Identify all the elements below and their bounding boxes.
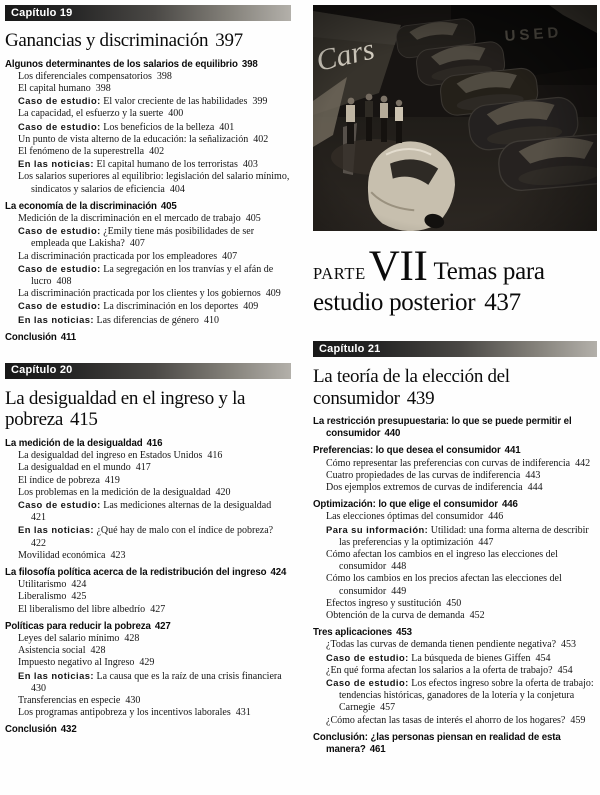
toc-item-page: 402 (149, 145, 165, 157)
toc-item: Impuesto negativo al Ingreso 429 (18, 657, 155, 669)
toc-item: Leyes del salario mínimo 428 (18, 633, 140, 645)
toc-item: Transferencias en especie 430 (18, 695, 141, 707)
toc-item-page: 422 (31, 537, 46, 549)
toc-item: La desigualdad en el mundo 417 (18, 462, 151, 474)
toc-item: Utilitarismo 424 (18, 579, 87, 591)
toc-item: Obtención de la curva de demanda 452 (326, 610, 485, 622)
section-heading-text: Tres aplicaciones (313, 627, 393, 639)
toc-item-prefix: Caso de estudio: (18, 95, 101, 107)
section-page-number: 440 (384, 428, 401, 440)
toc-item-prefix: Caso de estudio: (18, 262, 101, 274)
used-car-lot-illustration (313, 5, 597, 231)
toc-item-prefix: Caso de estudio: (18, 225, 101, 237)
chapter-title-page: 415 (70, 409, 98, 431)
toc-item: Las elecciones óptimas del consumidor 446 (326, 511, 504, 523)
toc-item-prefix: Caso de estudio: (18, 498, 101, 510)
toc-item: Los problemas en la medición de la desigualdad 420 (18, 486, 231, 498)
chapter-bar-label: Capítulo 21 (319, 342, 381, 355)
toc-item: ¿Cómo afectan las tasas de interés el ahorro de los hogares? 459 (326, 714, 586, 726)
toc-item-page: 446 (488, 511, 504, 523)
toc-item-page: 423 (110, 549, 126, 561)
chapter-block (5, 363, 291, 737)
section-heading (313, 732, 597, 756)
toc-item-page: 420 (215, 486, 231, 498)
section-page-number: 416 (146, 437, 163, 449)
section-heading-text: La filosofía política acerca de la redistribución del ingreso (5, 567, 267, 578)
toc-item-page: 459 (570, 714, 586, 726)
section-heading-text: Algunos determinantes de los salarios de equilibrio (5, 58, 238, 70)
toc-item-prefix: Caso de estudio: (326, 651, 409, 663)
toc-item-page: 454 (535, 652, 551, 664)
toc-item-page: 449 (391, 585, 407, 597)
toc-item-page: 443 (525, 469, 541, 481)
part-heading (313, 243, 595, 317)
toc-item-page: 430 (125, 695, 141, 707)
chapter-bar (5, 363, 291, 379)
toc-item-page: 447 (478, 536, 494, 548)
part-numeral: VII (368, 243, 428, 290)
section-heading-text: La economía de la discriminación (5, 200, 157, 212)
toc-item: La capacidad, el esfuerzo y la suerte 400 (18, 108, 184, 120)
section-heading-text: Preferencias: lo que desea el consumidor (313, 445, 501, 457)
toc-item-page: 442 (575, 457, 591, 469)
toc-item-prefix: En las noticias: (18, 158, 94, 170)
chapter-title (5, 30, 291, 52)
section-heading (313, 499, 597, 511)
toc-item-page: 410 (203, 314, 219, 326)
section-heading (5, 438, 291, 450)
right-column (313, 5, 597, 791)
chapter-bar (313, 341, 597, 357)
toc-item: Un punto de vista alterno de la educación: la señalización 402 (18, 133, 269, 145)
toc-item-page: 425 (71, 591, 87, 603)
toc-item-prefix: Para su información: (326, 523, 429, 535)
toc-item: En las noticias: Las diferencias de género 410 (18, 313, 219, 326)
used-car-lot-photo (313, 5, 597, 231)
toc-item-page: 409 (243, 301, 259, 313)
toc-item-page: 457 (380, 702, 396, 714)
toc-item: Cómo representar las preferencias con curvas de indiferencia 442 (326, 457, 591, 469)
chapter-title-text: Ganancias y discriminación (5, 30, 209, 51)
section-page-number: 461 (369, 744, 386, 756)
section-heading-text: Conclusión (5, 724, 57, 736)
toc-item: Medición de la discriminación en el mercado de trabajo 405 (18, 212, 261, 224)
chapter-block (5, 5, 291, 344)
chapter-title-page: 397 (215, 30, 243, 51)
toc-item: Los diferenciales compensatorios 398 (18, 70, 172, 82)
chapter-block (313, 341, 597, 756)
toc-item-page: 428 (90, 645, 106, 657)
toc-item-page: 407 (129, 238, 145, 250)
section-page-number: 432 (60, 724, 77, 736)
toc-item: El capital humano 398 (18, 82, 111, 94)
section-heading (313, 416, 597, 440)
right-toc (313, 341, 597, 756)
toc-item: El fenómeno de la superestrella 402 (18, 145, 165, 157)
toc-item-page: 398 (156, 70, 172, 82)
toc-item: Para su información: Utilidad: una forma alterna de describir las preferencias y la optimización 447 (326, 523, 589, 548)
toc-item-page: 398 (95, 82, 111, 94)
toc-item-page: 448 (391, 561, 407, 573)
toc-item: Cómo afectan los cambios en el ingreso las elecciones del consumidor 448 (326, 549, 558, 573)
section-heading-text: Optimización: lo que elige el consumidor (313, 499, 498, 511)
toc-item: La discriminación practicada por los empleadores 407 (18, 250, 238, 262)
toc-item-page: 452 (469, 610, 485, 622)
toc-item-page: 407 (222, 250, 238, 262)
toc-item: ¿Todas las curvas de demanda tienen pendiente negativa? 453 (326, 639, 577, 651)
toc-item: Cuatro propiedades de las curvas de indiferencia 443 (326, 469, 541, 481)
section-heading-text: La medición de la desigualdad (5, 437, 143, 449)
chapter-title-text: La desigualdad en el ingreso y la pobreza (5, 387, 246, 431)
chapter-bar-label: Capítulo 19 (11, 6, 73, 19)
toc-item-page: 450 (446, 597, 462, 609)
section-heading (5, 332, 291, 344)
section-heading (313, 627, 597, 639)
toc-item: Caso de estudio: El valor creciente de las habilidades 399 (18, 95, 268, 108)
toc-item-prefix: Caso de estudio: (18, 120, 101, 132)
toc-item: El liberalismo del libre albedrío 427 (18, 603, 166, 615)
toc-item-page: 417 (135, 462, 151, 474)
toc-item: La desigualdad del ingreso en Estados Unidos 416 (18, 450, 223, 462)
toc-item-page: 453 (561, 639, 577, 651)
toc-item-page: 430 (31, 682, 46, 694)
toc-item: La discriminación practicada por los clientes y los gobiernos 409 (18, 288, 281, 300)
toc-item: Efectos ingreso y sustitución 450 (326, 597, 462, 609)
section-heading-text: La restricción presupuestaria: lo que se puede permitir el consumidor (313, 416, 572, 440)
toc-item-page: 402 (253, 133, 269, 145)
section-heading-text: Políticas para reducir la pobreza (5, 620, 151, 632)
chapter-bar (5, 5, 291, 21)
toc-item-prefix: Caso de estudio: (326, 677, 409, 689)
left-column (5, 5, 291, 791)
toc-item-prefix: En las noticias: (18, 524, 94, 536)
chapter-title-page: 439 (406, 387, 435, 409)
toc-item: ¿En qué forma afectan los salarios a la oferta de trabajo? 454 (326, 664, 573, 676)
toc-item: Caso de estudio: La búsqueda de bienes Giffen 454 (326, 651, 551, 664)
toc-item-prefix: En las noticias: (18, 313, 94, 325)
toc-item-page: 416 (207, 450, 223, 462)
section-heading-text: Conclusión: ¿las personas piensan en realidad de esta manera? (313, 731, 561, 756)
toc-item: Caso de estudio: Los beneficios de la belleza 401 (18, 120, 235, 133)
toc-item: En las noticias: El capital humano de los terroristas 403 (18, 158, 258, 171)
toc-item: El índice de pobreza 419 (18, 474, 120, 486)
toc-item-page: 431 (235, 707, 251, 719)
toc-item: Caso de estudio: Las mediciones alternas de la desigualdad 421 (18, 498, 277, 524)
toc-item: Caso de estudio: La discriminación en los deportes 409 (18, 300, 259, 313)
section-heading (5, 201, 291, 213)
toc-item-page: 444 (527, 482, 543, 494)
toc-item: Liberalismo 425 (18, 591, 87, 603)
section-page-number: 453 (396, 627, 412, 639)
chapter-title-text: La teoría de la elección del consumidor (313, 366, 510, 409)
toc-item-page: 424 (71, 579, 87, 591)
section-page-number: 427 (154, 620, 171, 632)
toc-item-page: 454 (557, 664, 573, 676)
toc-item: Caso de estudio: La segregación en los tranvías y el afán de lucro 408 (18, 262, 274, 287)
toc-item-page: 419 (104, 474, 120, 486)
toc-item-page: 399 (252, 96, 268, 108)
toc-item-page: 421 (31, 512, 46, 524)
toc-item: En las noticias: La causa que es la raíz de una crisis financiera 430 (18, 669, 287, 694)
section-heading (5, 621, 291, 633)
chapter-title (5, 388, 291, 431)
toc-item-page: 400 (168, 108, 184, 120)
section-page-number: 398 (241, 58, 258, 70)
toc-item: Los salarios superiores al equilibrio: legislación del salario mínimo, sindicatos y salarios de eficiencia 404 (18, 171, 290, 195)
section-page-number: 441 (504, 445, 521, 457)
section-heading (5, 567, 291, 579)
section-page-number: 424 (270, 567, 287, 578)
toc-item-page: 409 (265, 288, 281, 300)
section-page-number: 405 (160, 200, 177, 212)
toc-item: Caso de estudio: ¿Emily tiene más posibilidades de ser empleada que Lakisha? 407 (18, 225, 255, 250)
toc-item-prefix: En las noticias: (18, 669, 94, 681)
toc-item: Cómo los cambios en los precios afectan las elecciones del consumidor 449 (326, 573, 562, 597)
toc-item-page: 429 (139, 657, 155, 669)
toc-item-page: 427 (150, 603, 166, 615)
toc-item-prefix: Caso de estudio: (18, 300, 101, 312)
section-heading (5, 59, 291, 71)
section-page-number: 446 (501, 499, 518, 511)
section-page-number: 411 (60, 331, 77, 343)
part-label: PARTE (313, 264, 366, 283)
chapter-title (313, 366, 597, 409)
toc-item-page: 403 (242, 159, 258, 171)
part-page-number: 437 (484, 289, 521, 316)
toc-item: En las noticias: ¿Qué hay de malo con el índice de pobreza? 422 (18, 524, 279, 549)
toc-item-page: 404 (169, 183, 185, 195)
section-heading (313, 445, 597, 457)
toc-item-page: 428 (124, 633, 140, 645)
toc-item: Asistencia social 428 (18, 645, 106, 657)
part-title: Temas para estudio posterior (313, 258, 545, 316)
section-heading-text: Conclusión (5, 331, 57, 343)
toc-item: Dos ejemplos extremos de curvas de indiferencia 444 (326, 482, 543, 494)
toc-item: Caso de estudio: Los efectos ingreso sobre la oferta de trabajo: tendencias históricas, ganadores de la lotería y la conjetura Carnegie 457 (326, 677, 594, 714)
toc-item-page: 401 (219, 121, 235, 133)
chapter-bar-label: Capítulo 20 (11, 364, 73, 377)
toc-item-page: 408 (56, 275, 72, 287)
toc-item: Movilidad económica 423 (18, 549, 126, 561)
toc-item: Los programas antipobreza y los incentivos laborales 431 (18, 707, 251, 719)
section-heading (5, 724, 291, 736)
toc-item-page: 405 (245, 212, 261, 224)
